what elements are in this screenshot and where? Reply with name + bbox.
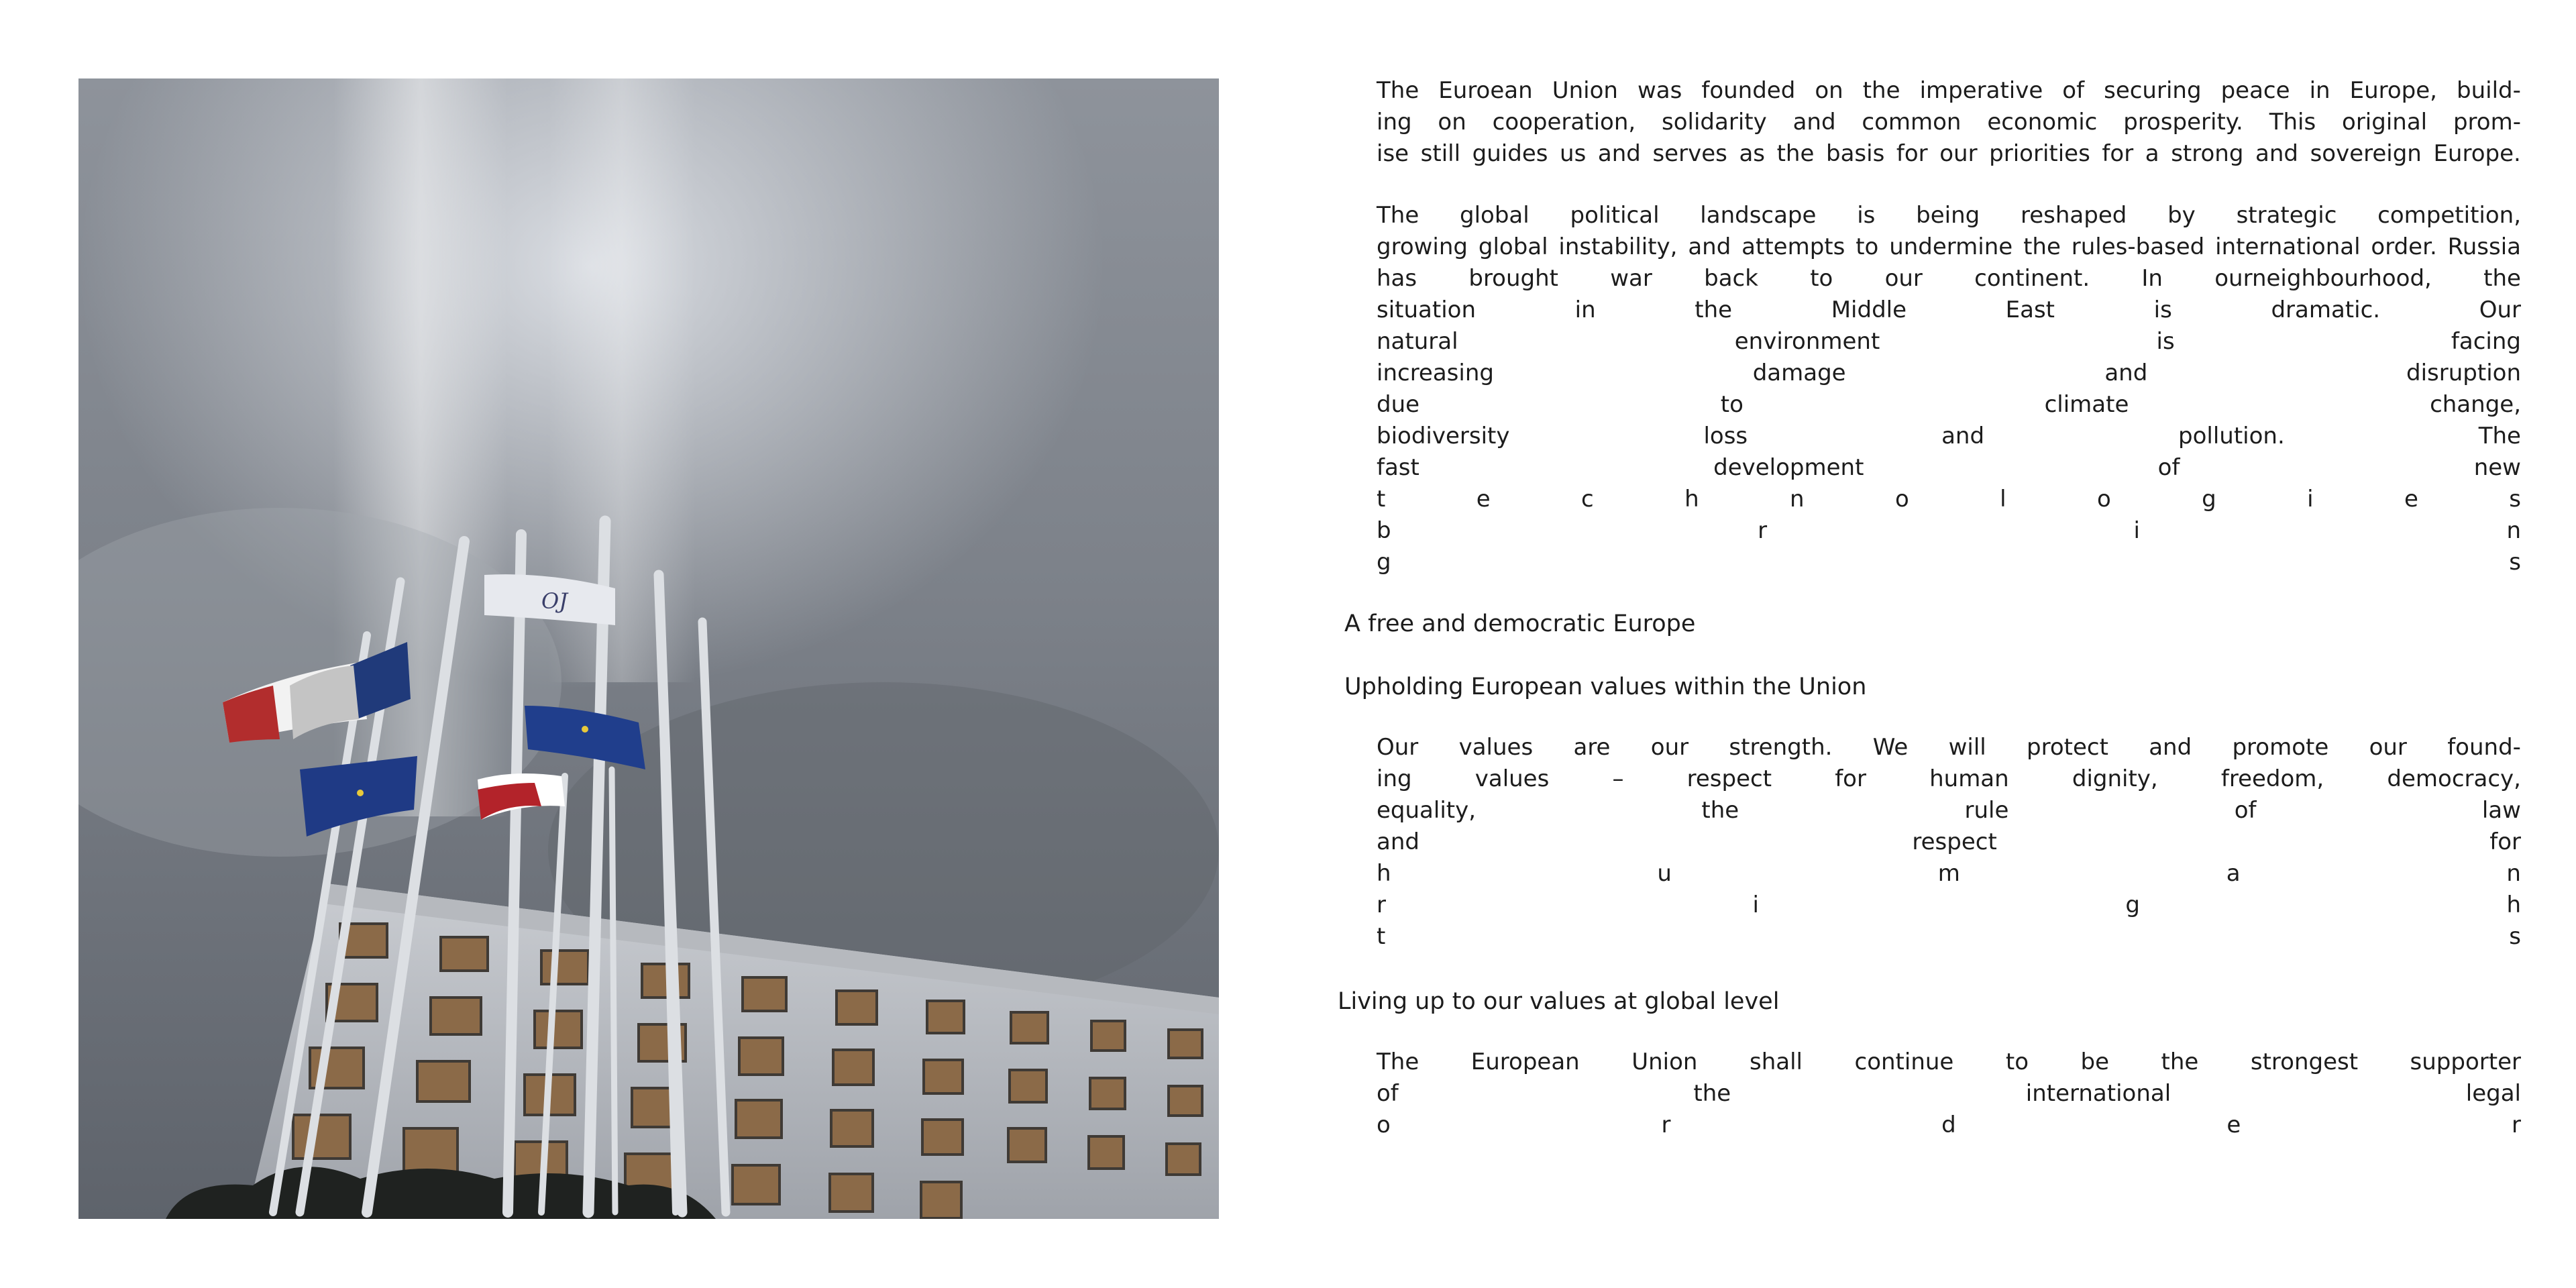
paragraph-3-line (1377, 890, 2521, 920)
word: Europe. (2433, 140, 2521, 167)
word: o (1377, 1112, 1391, 1138)
word: founded (1701, 77, 1796, 104)
word: Middle (1831, 297, 1907, 323)
word: and (1377, 828, 1419, 855)
word: s (2509, 549, 2521, 576)
word: shall (1749, 1049, 1803, 1075)
word: and (2255, 140, 2298, 167)
paragraph-3-line (1377, 763, 2521, 794)
word: international (2025, 1080, 2171, 1107)
word: Union (1552, 77, 1618, 104)
word: back (1704, 265, 1758, 292)
word: biodiversity (1377, 423, 1510, 449)
word: original (2342, 109, 2428, 136)
word: the (1862, 77, 1900, 104)
word: a (2145, 140, 2159, 167)
word: our (1939, 140, 1978, 167)
word: n (1790, 486, 1805, 513)
word: development (1713, 454, 1864, 481)
word: r (1758, 517, 1768, 544)
word: values (1458, 734, 1534, 761)
word: is (2156, 328, 2175, 355)
word: h (2506, 892, 2521, 918)
word: competition, (2377, 202, 2521, 229)
word: ing (1377, 109, 1412, 136)
word: rule (1964, 797, 2009, 824)
word: o (1894, 486, 1909, 513)
word: reshaped (2020, 202, 2127, 229)
word: being (1916, 202, 1980, 229)
paragraph-3-line (1377, 795, 2521, 826)
word: has (1377, 265, 1417, 292)
word: c (1581, 486, 1594, 513)
word: and (1597, 140, 1641, 167)
flag-label: OJ (541, 588, 568, 614)
word: us (1560, 140, 1587, 167)
word: to (1720, 391, 1743, 418)
word: Euroean (1438, 77, 1533, 104)
paragraph-3-line (1377, 732, 2521, 763)
word: e (2226, 1112, 2241, 1138)
word: t (1377, 923, 1386, 950)
word: undermine (1889, 233, 2013, 260)
word: n (2506, 860, 2521, 887)
word: dignity, (2072, 765, 2158, 792)
word: the (2023, 233, 2061, 260)
word: of (2157, 454, 2180, 481)
paragraph-1-line (1377, 138, 2521, 169)
paragraph-4-line (1377, 1046, 2521, 1077)
paragraph-1-line (1377, 107, 2521, 138)
word: common (1862, 109, 1962, 136)
paragraph-2-line (1377, 389, 2521, 420)
heading-global-level: Living up to our values at global level (1338, 988, 1780, 1015)
word: by (2167, 202, 2196, 229)
word: continue (1854, 1049, 1954, 1075)
word: war (1610, 265, 1652, 292)
word: n (2506, 517, 2521, 544)
word: supporter (2410, 1049, 2521, 1075)
paragraph-2-line (1377, 421, 2521, 451)
word: The (1377, 202, 1419, 229)
word: to (1856, 233, 1879, 260)
word: The (2478, 423, 2521, 449)
word: political (1570, 202, 1660, 229)
word: damage (1752, 360, 1846, 386)
word: and (1941, 423, 1985, 449)
word: u (1657, 860, 1672, 887)
paragraph-2-line (1377, 263, 2521, 294)
word: East (2005, 297, 2055, 323)
word: global (1460, 202, 1529, 229)
word: attempts (1741, 233, 1845, 260)
word: Russia (2447, 233, 2521, 260)
word: ourneighbourhood, (2214, 265, 2432, 292)
word: This (2269, 109, 2316, 136)
word: – (1612, 765, 1624, 792)
word: i (1752, 892, 1759, 918)
word: We (1872, 734, 1909, 761)
word: h (1377, 860, 1391, 887)
paragraph-2-line (1377, 200, 2521, 231)
word: the (2161, 1049, 2199, 1075)
word: European (1470, 1049, 1580, 1075)
word: situation (1377, 297, 1477, 323)
word: peace (2220, 77, 2290, 104)
paragraph-2-line (1377, 231, 2521, 262)
word: priorities (1989, 140, 2090, 167)
word: climate (2044, 391, 2129, 418)
word: respect (1912, 828, 1997, 855)
word: instability, (1558, 233, 1678, 260)
word: d (1941, 1112, 1956, 1138)
word: loss (1703, 423, 1748, 449)
word: our (1650, 734, 1689, 761)
paragraph-4-line (1377, 1110, 2521, 1140)
word: r (1661, 1112, 1671, 1138)
word: landscape (1700, 202, 1817, 229)
word: r (1377, 892, 1386, 918)
word: global (1478, 233, 1548, 260)
word: is (2153, 297, 2172, 323)
word: for (2489, 828, 2521, 855)
paragraph-2-line (1377, 547, 2521, 578)
word: The (1377, 77, 1419, 104)
word: new (2473, 454, 2521, 481)
word: m (1937, 860, 1960, 887)
word: still (1420, 140, 1461, 167)
word: be (2080, 1049, 2110, 1075)
word: Europe, (2349, 77, 2437, 104)
word: Our (1377, 734, 1419, 761)
word: on (1815, 77, 1843, 104)
word: ing (1377, 765, 1412, 792)
word: found- (2447, 734, 2521, 761)
word: as (1739, 140, 1765, 167)
word: guides (1472, 140, 1548, 167)
word: and (2149, 734, 2192, 761)
word: o (2096, 486, 2111, 513)
word: continent. (1974, 265, 2090, 292)
word: build- (2457, 77, 2521, 104)
word: g (2202, 486, 2216, 513)
word: strategic (2236, 202, 2337, 229)
word: values (1474, 765, 1550, 792)
word: r (2512, 1112, 2521, 1138)
heading-free-democratic-europe: A free and democratic Europe (1344, 610, 1696, 637)
paragraph-2-line (1377, 515, 2521, 546)
paragraph-2-line (1377, 358, 2521, 388)
word: international (2215, 233, 2361, 260)
word: the (2483, 265, 2521, 292)
word: freedom, (2220, 765, 2324, 792)
word: in (1574, 297, 1596, 323)
word: to (2005, 1049, 2029, 1075)
word: equality, (1377, 797, 1477, 824)
word: disruption (2406, 360, 2521, 386)
word: dramatic. (2271, 297, 2381, 323)
paragraph-4-line (1377, 1078, 2521, 1109)
paragraph-3-line (1377, 921, 2521, 952)
word: e (2404, 486, 2418, 513)
word: environment (1734, 328, 1880, 355)
paragraph-1-line (1377, 75, 2521, 106)
word: Union (1631, 1049, 1698, 1075)
paragraph-2-line (1377, 484, 2521, 515)
word: strength. (1729, 734, 1833, 761)
word: economic (1987, 109, 2098, 136)
word: on (1438, 109, 1466, 136)
word: strong (2171, 140, 2244, 167)
paragraph-3-line (1377, 826, 2521, 857)
word: democracy, (2387, 765, 2521, 792)
word: l (2000, 486, 2006, 513)
word: sovereign (2310, 140, 2422, 167)
word: i (2307, 486, 2314, 513)
word: of (2062, 77, 2085, 104)
heading-upholding-values: Upholding European values within the Union (1344, 674, 1867, 700)
word: i (2133, 517, 2140, 544)
word: pollution. (2178, 423, 2285, 449)
paragraph-2-line (1377, 294, 2521, 325)
word: s (2509, 486, 2521, 513)
word: for (1835, 765, 1866, 792)
word: cooperation, (1492, 109, 1636, 136)
word: the (1701, 797, 1739, 824)
word: natural (1377, 328, 1458, 355)
word: the (1695, 297, 1733, 323)
word: was (1637, 77, 1682, 104)
word: for (2102, 140, 2134, 167)
word: respect (1686, 765, 1772, 792)
word: strongest (2250, 1049, 2359, 1075)
word: is (1857, 202, 1876, 229)
word: prosperity. (2123, 109, 2243, 136)
word: facing (2451, 328, 2521, 355)
word: order. (2371, 233, 2437, 260)
word: g (1377, 549, 1391, 576)
word: The (1377, 1049, 1419, 1075)
word: b (1377, 517, 1391, 544)
word: our (2369, 734, 2407, 761)
word: and (1792, 109, 1836, 136)
word: and (1688, 233, 1731, 260)
word: law (2481, 797, 2521, 824)
word: h (1684, 486, 1699, 513)
paragraph-3-line (1377, 858, 2521, 889)
word: for (1896, 140, 1928, 167)
word: a (2226, 860, 2241, 887)
paragraph-2-line (1377, 326, 2521, 357)
word: and (2104, 360, 2148, 386)
word: promote (2232, 734, 2329, 761)
word: our (1884, 265, 1923, 292)
word: solidarity (1662, 109, 1767, 136)
word: imperative (1919, 77, 2043, 104)
word: the (1776, 140, 1815, 167)
word: In (2141, 265, 2163, 292)
word: change, (2430, 391, 2521, 418)
word: securing (2104, 77, 2202, 104)
word: increasing (1377, 360, 1494, 386)
word: basis (1826, 140, 1885, 167)
word: are (1573, 734, 1611, 761)
word: will (1948, 734, 1986, 761)
word: due (1377, 391, 1420, 418)
word: brought (1468, 265, 1558, 292)
word: fast (1377, 454, 1419, 481)
word: protect (2027, 734, 2108, 761)
word: ise (1377, 140, 1409, 167)
word: growing (1377, 233, 1468, 260)
word: prom- (2453, 109, 2521, 136)
word: s (2509, 923, 2521, 950)
word: of (1377, 1080, 1399, 1107)
word: legal (2465, 1080, 2521, 1107)
word: of (2234, 797, 2257, 824)
word: e (1476, 486, 1491, 513)
word: the (1693, 1080, 1731, 1107)
paragraph-2-line (1377, 452, 2521, 483)
word: in (2309, 77, 2330, 104)
word: to (1810, 265, 1833, 292)
word: serves (1652, 140, 1727, 167)
word: g (2125, 892, 2140, 918)
word: Our (2479, 297, 2521, 323)
word: rules-based (2071, 233, 2205, 260)
word: human (1929, 765, 2009, 792)
word: t (1377, 486, 1386, 513)
